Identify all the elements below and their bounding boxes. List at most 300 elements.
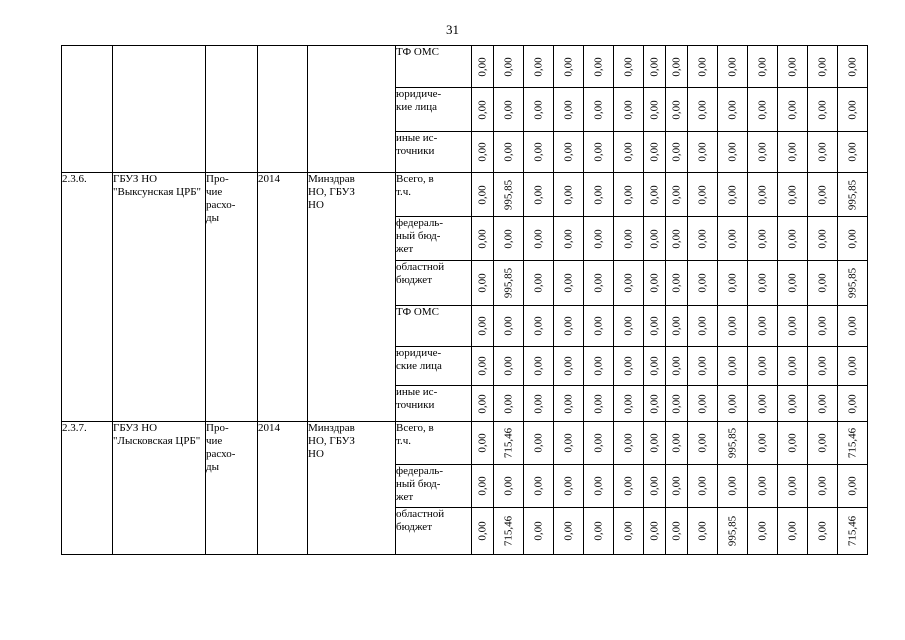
amount-cell xyxy=(644,508,666,555)
amount-value: 0,00 xyxy=(696,184,708,205)
amount-cell xyxy=(838,422,868,465)
amount-value: 0,00 xyxy=(476,316,488,336)
row-code xyxy=(62,46,113,173)
amount-value: 0,00 xyxy=(476,393,488,414)
amount-value: 0,00 xyxy=(476,356,488,376)
row-year: 2014 xyxy=(258,422,308,555)
amount-value: 0,00 xyxy=(592,142,604,162)
amount-cell xyxy=(614,465,644,508)
amount-cell xyxy=(838,217,868,261)
amount-value: 0,00 xyxy=(562,316,574,336)
amount-cell xyxy=(666,88,688,132)
amount-cell xyxy=(778,465,808,508)
amount-cell xyxy=(718,386,748,422)
amount-cell xyxy=(584,386,614,422)
amount-value: 0,00 xyxy=(562,228,574,249)
amount-value: 0,00 xyxy=(696,476,708,496)
row-year xyxy=(258,46,308,173)
amount-value: 0,00 xyxy=(756,476,768,496)
amount-value: 0,00 xyxy=(502,356,514,376)
amount-value: 0,00 xyxy=(476,99,488,120)
amount-cell xyxy=(688,132,718,173)
amount-cell xyxy=(584,347,614,386)
amount-value: 715,46 xyxy=(846,427,858,459)
amount-cell xyxy=(808,173,838,217)
amount-value: 0,00 xyxy=(622,56,634,77)
amount-cell xyxy=(688,306,718,347)
amount-cell xyxy=(838,306,868,347)
amount-cell xyxy=(614,46,644,88)
amount-cell xyxy=(524,173,554,217)
amount-value: 0,00 xyxy=(648,521,660,541)
amount-cell xyxy=(644,261,666,306)
amount-value: 0,00 xyxy=(726,316,738,336)
amount-value: 0,00 xyxy=(670,56,682,77)
amount-cell xyxy=(614,132,644,173)
amount-value: 0,00 xyxy=(696,228,708,249)
amount-value: 0,00 xyxy=(696,393,708,414)
amount-cell xyxy=(554,46,584,88)
amount-value: 0,00 xyxy=(592,228,604,249)
amount-cell xyxy=(748,217,778,261)
amount-value: 0,00 xyxy=(648,184,660,205)
amount-cell xyxy=(778,88,808,132)
amount-value: 0,00 xyxy=(696,521,708,541)
funding-source-label: Всего, в т.ч. xyxy=(396,173,472,217)
amount-cell xyxy=(688,386,718,422)
amount-cell xyxy=(718,306,748,347)
amount-cell xyxy=(524,508,554,555)
amount-value: 0,00 xyxy=(726,99,738,120)
amount-value: 0,00 xyxy=(816,316,828,336)
amount-value: 0,00 xyxy=(786,476,798,496)
amount-value: 0,00 xyxy=(648,56,660,77)
amount-cell xyxy=(644,132,666,173)
amount-cell xyxy=(778,132,808,173)
amount-value: 0,00 xyxy=(670,356,682,376)
amount-cell xyxy=(748,88,778,132)
amount-cell xyxy=(472,132,494,173)
amount-value: 0,00 xyxy=(786,316,798,336)
amount-cell xyxy=(666,465,688,508)
amount-cell xyxy=(748,173,778,217)
amount-value: 0,00 xyxy=(476,273,488,293)
amount-value: 0,00 xyxy=(670,184,682,205)
funding-source-label: Всего, в т.ч. xyxy=(396,422,472,465)
amount-value: 0,00 xyxy=(756,393,768,414)
amount-value: 0,00 xyxy=(622,273,634,293)
amount-cell xyxy=(808,306,838,347)
amount-cell xyxy=(748,347,778,386)
amount-cell xyxy=(838,386,868,422)
amount-value: 0,00 xyxy=(670,476,682,496)
amount-value: 0,00 xyxy=(476,184,488,205)
amount-value: 0,00 xyxy=(756,99,768,120)
amount-cell xyxy=(778,306,808,347)
amount-cell xyxy=(688,347,718,386)
amount-value: 0,00 xyxy=(670,273,682,293)
amount-cell xyxy=(748,422,778,465)
amount-value: 0,00 xyxy=(476,56,488,77)
amount-value: 0,00 xyxy=(648,433,660,453)
amount-value: 0,00 xyxy=(756,356,768,376)
amount-value: 0,00 xyxy=(786,228,798,249)
amount-cell xyxy=(688,261,718,306)
amount-cell xyxy=(748,465,778,508)
amount-cell xyxy=(524,88,554,132)
amount-value: 0,00 xyxy=(648,476,660,496)
amount-cell xyxy=(494,508,524,555)
amount-cell xyxy=(524,306,554,347)
amount-cell xyxy=(524,261,554,306)
amount-cell xyxy=(614,508,644,555)
amount-value: 0,00 xyxy=(846,56,858,77)
table-row xyxy=(62,173,868,217)
row-responsible: Минздрав НО, ГБУЗ НО xyxy=(308,173,396,422)
amount-cell xyxy=(808,261,838,306)
amount-value: 0,00 xyxy=(562,393,574,414)
row-organization: ГБУЗ НО "Выксунская ЦРБ" xyxy=(113,173,206,422)
amount-value: 0,00 xyxy=(592,476,604,496)
amount-value: 0,00 xyxy=(622,228,634,249)
funding-source-label: юридиче- кие лица xyxy=(396,88,472,132)
amount-value: 0,00 xyxy=(816,356,828,376)
amount-cell xyxy=(584,132,614,173)
amount-cell xyxy=(838,465,868,508)
amount-value: 0,00 xyxy=(846,142,858,162)
funding-source-label: ТФ ОМС xyxy=(396,306,472,347)
amount-value: 995,85 xyxy=(846,267,858,299)
funding-source-label: федераль- ный бюд- жет xyxy=(396,465,472,508)
amount-cell xyxy=(472,465,494,508)
amount-cell xyxy=(554,132,584,173)
amount-value: 0,00 xyxy=(476,521,488,541)
amount-value: 0,00 xyxy=(532,356,544,376)
amount-value: 0,00 xyxy=(696,56,708,77)
amount-value: 0,00 xyxy=(816,184,828,205)
amount-value: 0,00 xyxy=(756,521,768,541)
amount-value: 0,00 xyxy=(726,273,738,293)
amount-cell xyxy=(718,465,748,508)
amount-value: 0,00 xyxy=(816,273,828,293)
amount-cell xyxy=(666,132,688,173)
amount-cell xyxy=(688,46,718,88)
amount-cell xyxy=(554,386,584,422)
amount-cell xyxy=(778,386,808,422)
amount-cell xyxy=(554,173,584,217)
amount-cell xyxy=(472,261,494,306)
row-code: 2.3.7. xyxy=(62,422,113,555)
amount-value: 0,00 xyxy=(726,476,738,496)
amount-cell xyxy=(472,306,494,347)
amount-value: 0,00 xyxy=(756,273,768,293)
amount-cell xyxy=(748,46,778,88)
row-organization: ГБУЗ НО "Лысковская ЦРБ" xyxy=(113,422,206,555)
amount-value: 0,00 xyxy=(786,56,798,77)
amount-value: 0,00 xyxy=(532,316,544,336)
amount-cell xyxy=(808,88,838,132)
budget-table xyxy=(61,45,868,555)
amount-cell xyxy=(584,261,614,306)
amount-value: 0,00 xyxy=(670,228,682,249)
amount-cell xyxy=(644,306,666,347)
amount-cell xyxy=(718,217,748,261)
amount-cell xyxy=(472,46,494,88)
amount-value: 0,00 xyxy=(696,99,708,120)
amount-cell xyxy=(718,46,748,88)
amount-cell xyxy=(524,465,554,508)
amount-cell xyxy=(584,46,614,88)
amount-value: 0,00 xyxy=(726,356,738,376)
amount-cell xyxy=(472,217,494,261)
amount-value: 0,00 xyxy=(502,99,514,120)
amount-cell xyxy=(666,386,688,422)
amount-cell xyxy=(808,347,838,386)
amount-cell xyxy=(614,347,644,386)
amount-cell xyxy=(718,132,748,173)
amount-value: 0,00 xyxy=(562,356,574,376)
amount-cell xyxy=(778,173,808,217)
amount-value: 0,00 xyxy=(562,433,574,453)
amount-cell xyxy=(688,173,718,217)
amount-cell xyxy=(644,88,666,132)
amount-value: 0,00 xyxy=(648,228,660,249)
amount-value: 0,00 xyxy=(622,356,634,376)
amount-cell xyxy=(584,422,614,465)
amount-cell xyxy=(808,422,838,465)
amount-cell xyxy=(666,261,688,306)
amount-value: 0,00 xyxy=(670,521,682,541)
amount-value: 0,00 xyxy=(622,393,634,414)
amount-value: 0,00 xyxy=(476,476,488,496)
amount-value: 0,00 xyxy=(562,184,574,205)
amount-value: 0,00 xyxy=(670,99,682,120)
funding-source-label: областной бюджет xyxy=(396,508,472,555)
amount-value: 0,00 xyxy=(502,142,514,162)
amount-value: 0,00 xyxy=(648,142,660,162)
page-number: 31 xyxy=(446,22,459,37)
amount-value: 0,00 xyxy=(696,433,708,453)
amount-value: 0,00 xyxy=(726,228,738,249)
amount-cell xyxy=(494,46,524,88)
amount-value: 0,00 xyxy=(622,316,634,336)
amount-value: 0,00 xyxy=(622,521,634,541)
amount-value: 0,00 xyxy=(476,433,488,453)
amount-cell xyxy=(472,88,494,132)
amount-cell xyxy=(838,508,868,555)
amount-value: 0,00 xyxy=(846,99,858,120)
amount-value: 0,00 xyxy=(592,316,604,336)
amount-value: 0,00 xyxy=(502,56,514,77)
amount-value: 0,00 xyxy=(592,393,604,414)
amount-value: 0,00 xyxy=(592,356,604,376)
amount-value: 0,00 xyxy=(846,316,858,336)
amount-value: 0,00 xyxy=(696,356,708,376)
amount-cell xyxy=(666,306,688,347)
amount-cell xyxy=(644,173,666,217)
amount-cell xyxy=(718,88,748,132)
amount-cell xyxy=(748,261,778,306)
amount-value: 0,00 xyxy=(592,273,604,293)
amount-cell xyxy=(838,261,868,306)
amount-cell xyxy=(666,508,688,555)
amount-value: 0,00 xyxy=(846,228,858,249)
amount-value: 995,85 xyxy=(502,267,514,299)
amount-cell xyxy=(554,217,584,261)
amount-cell xyxy=(472,173,494,217)
amount-cell xyxy=(688,422,718,465)
amount-value: 0,00 xyxy=(502,476,514,496)
amount-value: 0,00 xyxy=(756,228,768,249)
amount-cell xyxy=(554,306,584,347)
amount-cell xyxy=(614,217,644,261)
row-expense-type: Про- чие расхо- ды xyxy=(206,422,258,555)
amount-cell xyxy=(584,88,614,132)
amount-cell xyxy=(666,46,688,88)
row-year: 2014 xyxy=(258,173,308,422)
amount-value: 0,00 xyxy=(476,228,488,249)
amount-value: 0,00 xyxy=(648,393,660,414)
amount-value: 0,00 xyxy=(786,433,798,453)
amount-value: 0,00 xyxy=(622,476,634,496)
amount-value: 995,85 xyxy=(846,179,858,210)
amount-cell xyxy=(554,261,584,306)
amount-value: 0,00 xyxy=(726,56,738,77)
amount-value: 0,00 xyxy=(786,273,798,293)
amount-cell xyxy=(666,347,688,386)
amount-cell xyxy=(688,217,718,261)
funding-source-label: иные ис- точники xyxy=(396,132,472,173)
row-code: 2.3.6. xyxy=(62,173,113,422)
amount-value: 0,00 xyxy=(532,273,544,293)
amount-value: 0,00 xyxy=(502,316,514,336)
amount-cell xyxy=(748,386,778,422)
amount-cell xyxy=(584,173,614,217)
amount-value: 0,00 xyxy=(532,142,544,162)
row-expense-type xyxy=(206,46,258,173)
amount-cell xyxy=(718,508,748,555)
amount-cell xyxy=(554,88,584,132)
amount-cell xyxy=(778,422,808,465)
amount-cell xyxy=(554,422,584,465)
amount-value: 0,00 xyxy=(696,273,708,293)
amount-cell xyxy=(494,217,524,261)
amount-value: 0,00 xyxy=(562,476,574,496)
amount-value: 0,00 xyxy=(786,521,798,541)
amount-cell xyxy=(666,173,688,217)
amount-cell xyxy=(494,261,524,306)
amount-cell xyxy=(524,46,554,88)
amount-cell xyxy=(494,132,524,173)
amount-cell xyxy=(494,306,524,347)
amount-cell xyxy=(644,347,666,386)
funding-source-label: ТФ ОМС xyxy=(396,46,472,88)
amount-cell xyxy=(808,508,838,555)
amount-cell xyxy=(614,88,644,132)
amount-value: 0,00 xyxy=(756,433,768,453)
amount-value: 0,00 xyxy=(592,433,604,453)
amount-value: 0,00 xyxy=(532,521,544,541)
amount-cell xyxy=(838,132,868,173)
amount-value: 0,00 xyxy=(562,521,574,541)
amount-value: 0,00 xyxy=(756,142,768,162)
amount-cell xyxy=(524,132,554,173)
amount-value: 0,00 xyxy=(476,142,488,162)
amount-cell xyxy=(808,132,838,173)
amount-value: 995,85 xyxy=(726,515,738,547)
amount-value: 0,00 xyxy=(648,356,660,376)
amount-value: 0,00 xyxy=(846,476,858,496)
amount-cell xyxy=(666,422,688,465)
amount-cell xyxy=(554,508,584,555)
amount-cell xyxy=(584,465,614,508)
amount-value: 0,00 xyxy=(532,228,544,249)
amount-cell xyxy=(584,306,614,347)
amount-cell xyxy=(718,173,748,217)
amount-cell xyxy=(718,261,748,306)
amount-value: 0,00 xyxy=(786,356,798,376)
amount-cell xyxy=(524,422,554,465)
amount-value: 0,00 xyxy=(648,316,660,336)
amount-cell xyxy=(644,465,666,508)
amount-cell xyxy=(494,386,524,422)
amount-cell xyxy=(838,173,868,217)
amount-cell xyxy=(688,88,718,132)
amount-value: 0,00 xyxy=(726,184,738,205)
amount-cell xyxy=(778,46,808,88)
amount-value: 0,00 xyxy=(670,142,682,162)
amount-value: 0,00 xyxy=(726,142,738,162)
amount-cell xyxy=(688,508,718,555)
row-organization xyxy=(113,46,206,173)
amount-value: 0,00 xyxy=(532,184,544,205)
amount-cell xyxy=(524,386,554,422)
amount-cell xyxy=(838,88,868,132)
amount-cell xyxy=(644,422,666,465)
amount-cell xyxy=(494,422,524,465)
amount-cell xyxy=(524,217,554,261)
amount-value: 995,85 xyxy=(502,179,514,210)
amount-cell xyxy=(472,347,494,386)
amount-value: 0,00 xyxy=(756,56,768,77)
amount-value: 0,00 xyxy=(696,142,708,162)
amount-cell xyxy=(808,46,838,88)
amount-value: 0,00 xyxy=(562,273,574,293)
amount-cell xyxy=(494,347,524,386)
amount-cell xyxy=(644,386,666,422)
amount-value: 0,00 xyxy=(562,142,574,162)
amount-value: 0,00 xyxy=(670,433,682,453)
row-responsible: Минздрав НО, ГБУЗ НО xyxy=(308,422,396,555)
amount-value: 0,00 xyxy=(502,228,514,249)
amount-value: 0,00 xyxy=(816,99,828,120)
amount-value: 0,00 xyxy=(622,99,634,120)
amount-cell xyxy=(748,132,778,173)
amount-value: 0,00 xyxy=(726,393,738,414)
amount-cell xyxy=(472,422,494,465)
amount-cell xyxy=(778,217,808,261)
amount-value: 0,00 xyxy=(592,99,604,120)
amount-cell xyxy=(778,347,808,386)
amount-value: 0,00 xyxy=(816,56,828,77)
amount-value: 0,00 xyxy=(622,142,634,162)
amount-value: 0,00 xyxy=(532,99,544,120)
amount-value: 715,46 xyxy=(502,427,514,459)
amount-cell xyxy=(614,261,644,306)
amount-cell xyxy=(718,422,748,465)
amount-value: 0,00 xyxy=(532,56,544,77)
amount-cell xyxy=(808,217,838,261)
